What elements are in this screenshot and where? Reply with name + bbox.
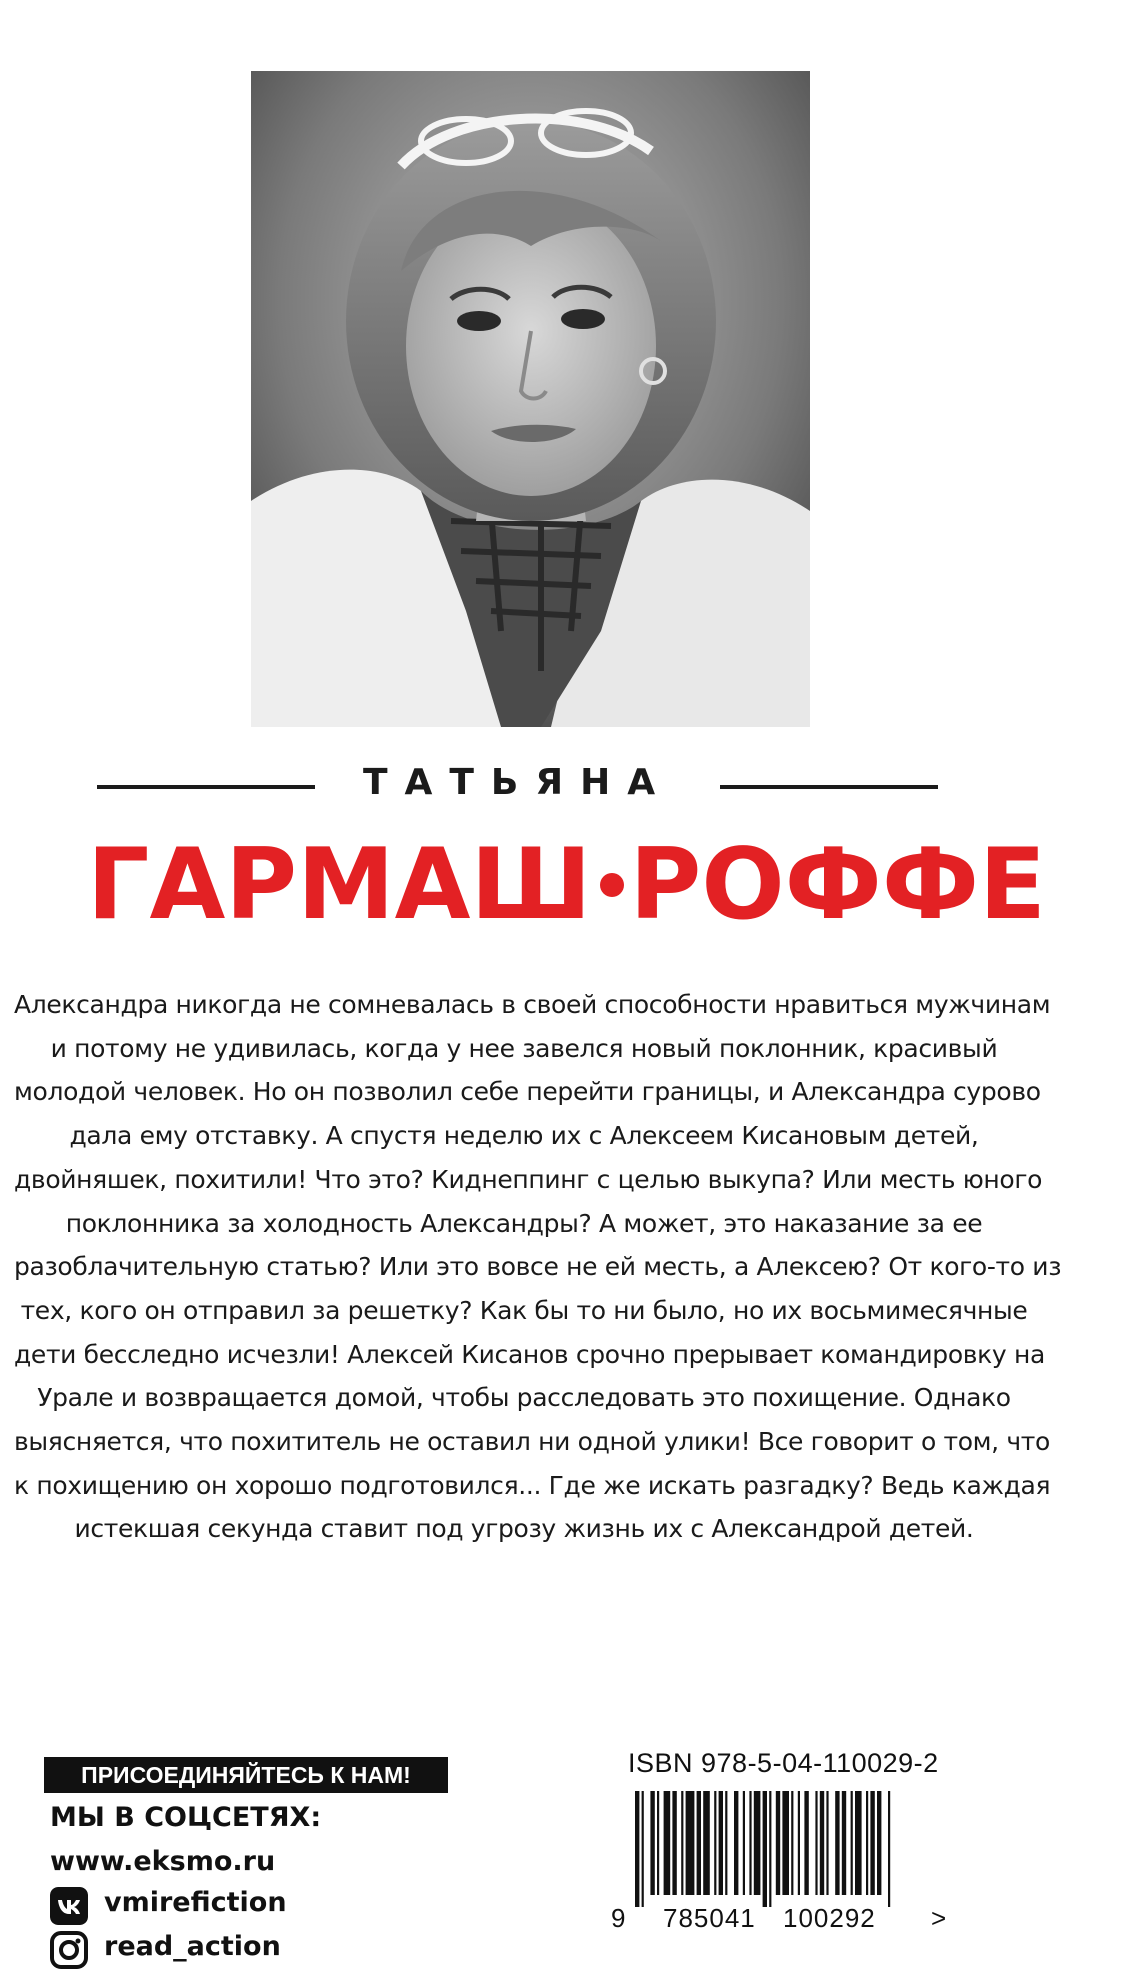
barcode-bar: [798, 1791, 800, 1895]
barcode-graphic: [611, 1787, 948, 1931]
annotation-line: и потому не удивилась, когда у нее завелся новый поклонник, красивый: [50, 1033, 998, 1063]
social-networks-label: МЫ В СОЦСЕТЯХ:: [50, 1802, 322, 1833]
barcode-digits-group2: 100292: [783, 1903, 876, 1931]
annotation-line: дети бесследно исчезли! Алексей Кисанов срочно прерывает командировку на: [14, 1339, 1045, 1369]
author-first-name: ТАТЬЯНА: [362, 762, 673, 803]
barcode-bar: [842, 1791, 846, 1895]
isbn-label: ISBN 978-5-04-110029-2: [628, 1748, 939, 1778]
instagram-icon[interactable]: [50, 1931, 88, 1969]
annotation-line: поклонника за холодность Александры? А может, это наказание за ее: [65, 1208, 983, 1238]
barcode-bar: [681, 1791, 683, 1895]
annotation-line: тех, кого он отправил за решетку? Как бы то ни было, но их восьмимесячные: [20, 1295, 1028, 1325]
barcode-bar: [635, 1791, 639, 1907]
heading-rule-left: [97, 785, 315, 789]
author-last-name-part2: РОФФЕ: [629, 828, 1046, 942]
barcode: [611, 1787, 948, 1931]
annotation-line: выясняется, что похититель не оставил ни одной улики! Все говорит о том, что: [14, 1427, 1050, 1457]
heading-rule-right: [720, 785, 938, 789]
annotation-line: Урале и возвращается домой, чтобы расследовать это похищение. Однако: [37, 1383, 1011, 1413]
barcode-bar: [719, 1791, 723, 1895]
barcode-bar: [664, 1791, 671, 1895]
barcode-bar: [657, 1791, 659, 1895]
vk-icon[interactable]: [50, 1887, 88, 1925]
barcode-bar: [650, 1791, 654, 1895]
barcode-bar: [743, 1791, 745, 1895]
website-link[interactable]: www.eksmo.ru: [50, 1846, 276, 1877]
barcode-digit-trail: >: [931, 1903, 947, 1931]
instagram-handle[interactable]: read_action: [104, 1931, 281, 1962]
barcode-bar: [851, 1791, 853, 1895]
name-separator-dot: [600, 873, 624, 897]
join-us-badge: ПРИСОЕДИНЯЙТЕСЬ К НАМ!: [44, 1757, 448, 1793]
barcode-bar: [697, 1791, 701, 1895]
barcode-bar: [866, 1791, 868, 1895]
annotation-line: разоблачительную статью? Или это вовсе не ей месть, а Алексею? От кого-то из: [14, 1252, 1062, 1282]
barcode-bar: [734, 1791, 738, 1895]
author-photo: [251, 71, 810, 727]
barcode-bar: [782, 1791, 789, 1895]
barcode-digit-lead: 9: [611, 1903, 626, 1931]
barcode-bar: [820, 1791, 824, 1895]
barcode-bar: [877, 1791, 881, 1895]
annotation-line: молодой человек. Но он позволил себе перейти границы, и Александра сурово: [14, 1077, 1041, 1107]
annotation-line: Александра никогда не сомневалась в своей способности нравиться мужчинам: [14, 990, 1051, 1019]
barcode-bar: [672, 1791, 676, 1895]
barcode-bar: [763, 1791, 767, 1907]
barcode-bar: [714, 1791, 716, 1895]
barcode-bar: [855, 1791, 862, 1895]
book-annotation: [14, 983, 1062, 1551]
barcode-bar: [686, 1791, 695, 1895]
barcode-bar: [835, 1791, 839, 1895]
barcode-bar: [888, 1791, 890, 1907]
author-last-name-part1: ГАРМАШ: [87, 828, 592, 942]
author-portrait-illustration: [251, 71, 810, 727]
barcode-bar: [642, 1791, 644, 1907]
author-last-name: [60, 830, 1073, 940]
barcode-bar: [826, 1791, 828, 1895]
vk-handle[interactable]: vmirefiction: [104, 1887, 287, 1918]
barcode-bar: [703, 1791, 710, 1895]
barcode-bar: [870, 1791, 874, 1895]
barcode-bar: [815, 1791, 817, 1895]
barcode-bar: [791, 1791, 793, 1895]
barcode-bar: [754, 1791, 761, 1895]
barcode-bar: [749, 1791, 751, 1895]
annotation-line: истекшая секунда ставит под угрозу жизнь их с Александрой детей.: [74, 1514, 974, 1544]
barcode-bar: [804, 1791, 808, 1895]
annotation-line: дала ему отставку. А спустя неделю их с Алексеем Кисановым детей,: [69, 1121, 979, 1151]
barcode-digits-group1: 785041: [663, 1903, 756, 1931]
barcode-bar: [725, 1791, 727, 1895]
annotation-line: двойняшек, похитили! Что это? Киднеппинг с целью выкупа? Или месть юного: [14, 1164, 1043, 1194]
annotation-line: к похищению он хорошо подготовился... Где же искать разгадку? Ведь каждая: [14, 1470, 1051, 1500]
barcode-bar: [769, 1791, 771, 1907]
barcode-bar: [776, 1791, 780, 1895]
